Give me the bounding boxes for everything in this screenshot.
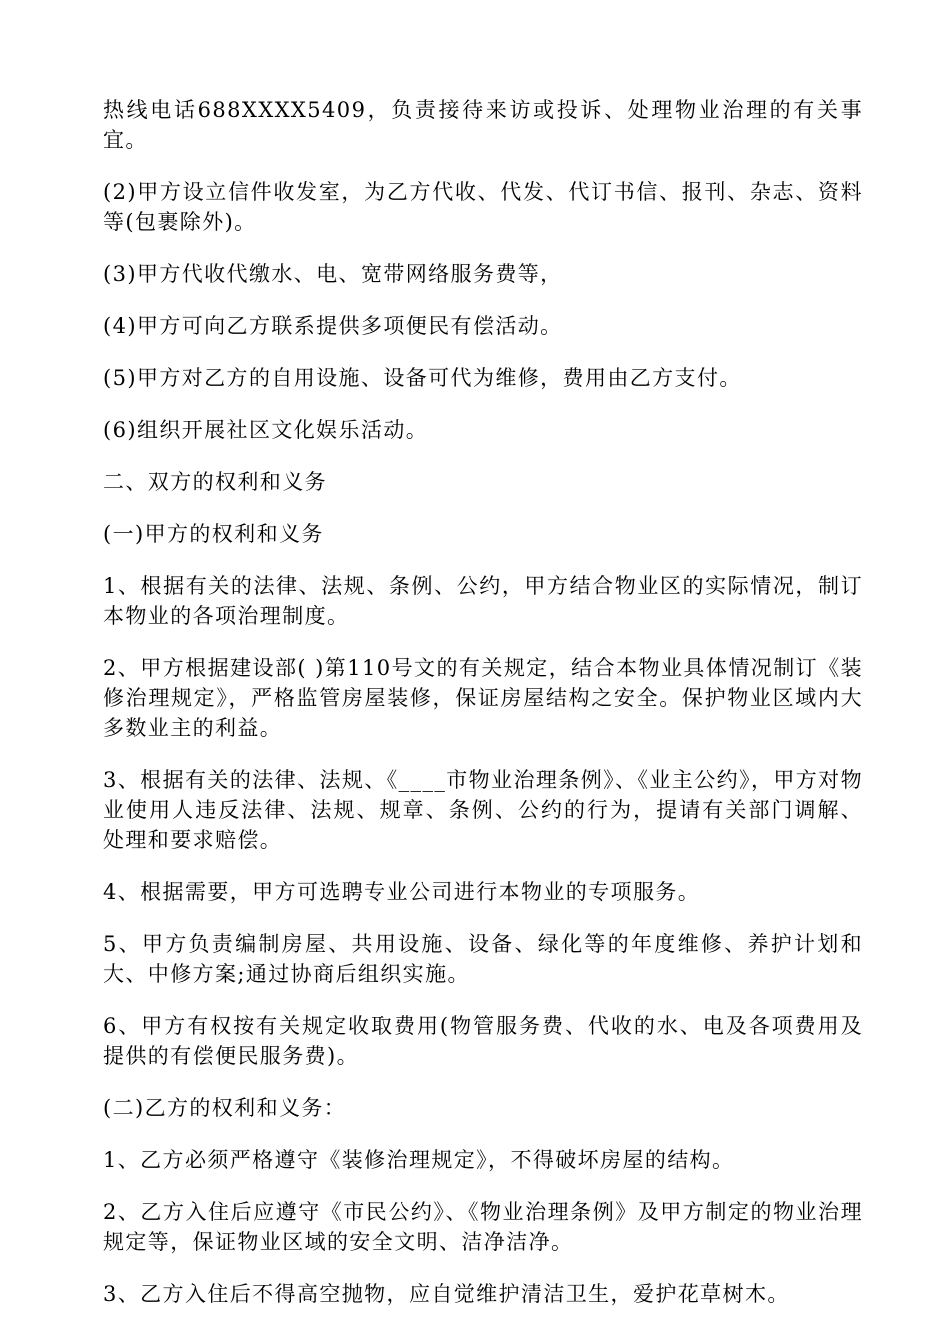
party-a-clause-5: 5、甲方负责编制房屋、共用设施、设备、绿化等的年度维修、养护计划和大、中修方案;通过协商后组织实施。 xyxy=(103,932,863,986)
document-body xyxy=(103,95,863,1331)
section-heading-rights: 二、双方的权利和义务 xyxy=(103,470,327,494)
party-b-clause-1: 1、乙方必须严格遵守《装修治理规定》，不得破坏房屋的结构。 xyxy=(103,1148,735,1172)
party-a-clause-3: 3、根据有关的法律、法规、《____市物业治理条例》、《业主公约》，甲方对物业使用人违反法律、法规、规章、条例、公约的行为，提请有关部门调解、处理和要求赔偿。 xyxy=(103,768,863,852)
paragraph-hotline: 热线电话688XXXX5409，负责接待来访或投诉、处理物业治理的有关事宜。 xyxy=(103,98,863,152)
party-a-clause-6: 6、甲方有权按有关规定收取费用(物管服务费、代收的水、电及各项费用及提供的有偿便民服务费)。 xyxy=(103,1014,863,1068)
paragraph-item-4: (4)甲方可向乙方联系提供多项便民有偿活动。 xyxy=(103,314,563,338)
paragraph-item-5: (5)甲方对乙方的自用设施、设备可代为维修，费用由乙方支付。 xyxy=(103,366,742,390)
party-b-clause-3: 3、乙方入住后不得高空抛物，应自觉维护清洁卫生，爱护花草树木。 xyxy=(103,1282,790,1306)
subsection-heading-party-b: (二)乙方的权利和义务： xyxy=(103,1096,347,1120)
subsection-heading-party-a: (一)甲方的权利和义务 xyxy=(103,522,324,546)
party-a-clause-4: 4、根据需要，甲方可选聘专业公司进行本物业的专项服务。 xyxy=(103,880,701,904)
party-b-clause-2: 2、乙方入住后应遵守《市民公约》、《物业治理条例》及甲方制定的物业治理规定等，保证物业区域的安全文明、洁净洁净。 xyxy=(103,1200,863,1254)
paragraph-item-3: (3)甲方代收代缴水、电、宽带网络服务费等， xyxy=(103,262,563,286)
party-a-clause-1: 1、根据有关的法律、法规、条例、公约，甲方结合物业区的实际情况，制订本物业的各项治理制度。 xyxy=(103,574,863,628)
paragraph-item-6: (6)组织开展社区文化娱乐活动。 xyxy=(103,418,429,442)
party-a-clause-2: 2、甲方根据建设部( )第110号文的有关规定，结合本物业具体情况制订《装修治理规定》，严格监管房屋装修，保证房屋结构之安全。保护物业区域内大多数业主的利益。 xyxy=(103,656,863,740)
paragraph-item-2: (2)甲方设立信件收发室，为乙方代收、代发、代订书信、报刊、杂志、资料等(包裹除外)。 xyxy=(103,180,863,234)
